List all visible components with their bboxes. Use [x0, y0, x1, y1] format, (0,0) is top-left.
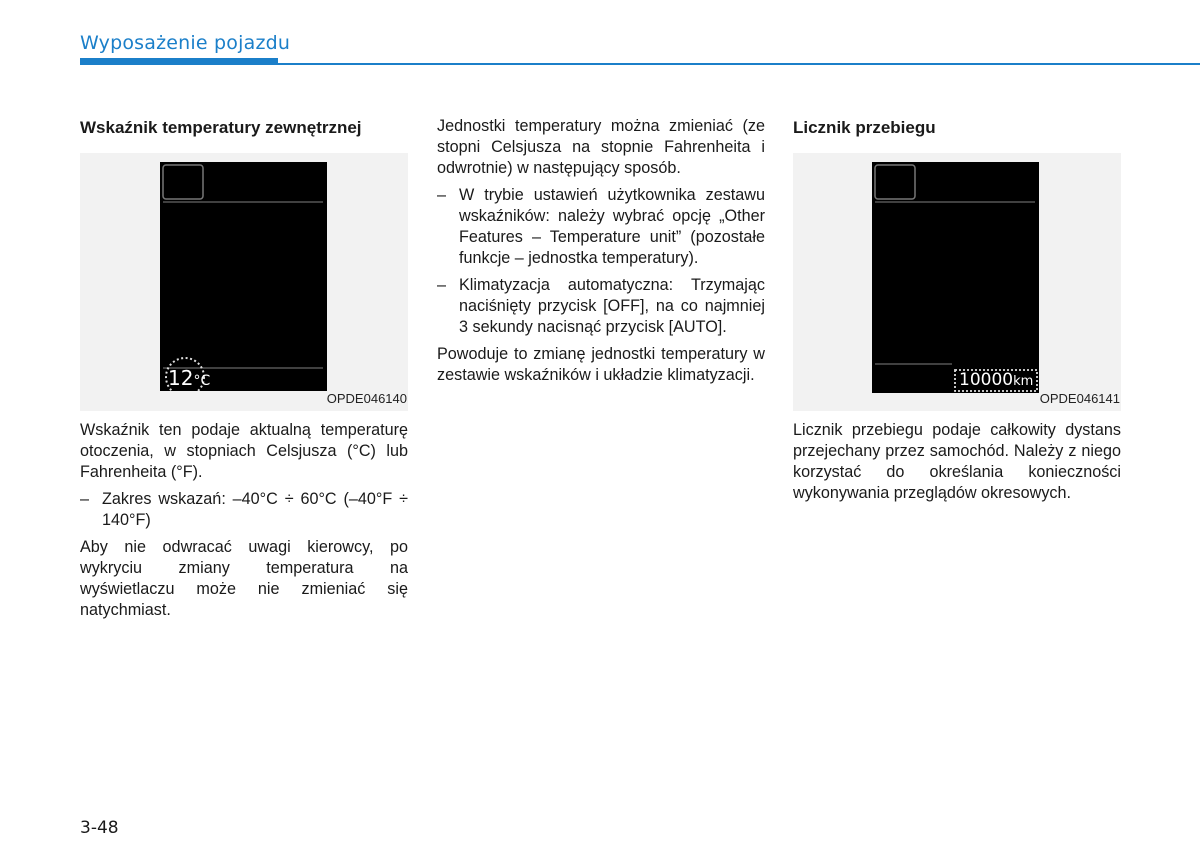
paragraph: Powoduje to zmianę jednostki temperatury w zestawie wskaźników i układzie klimatyzacji.	[437, 345, 765, 384]
odometer-unit: km	[1013, 374, 1034, 389]
list-item: – Klimatyzacja automatyczna: Trzymając naciśnięty przycisk [OFF], na co najmniej 3 sekundy nacisnąć przycisk [AUTO].	[437, 275, 765, 338]
paragraph: Jednostki temperatury można zmieniać (ze stopni Celsjusza na stopnie Fahrenheita i odwrotnie) w następujący sposób.	[437, 117, 765, 177]
column-odometer	[793, 116, 1121, 510]
figure-temperature-display	[80, 153, 408, 411]
column-temperature-units	[437, 116, 765, 392]
paragraph: Licznik przebiegu podaje całkowity dystans przejechany przez samochód. Należy z niego korzystać do określania konieczności wykonywania przeglądów okresowych.	[793, 421, 1121, 502]
section-heading: Licznik przebiegu	[793, 118, 936, 137]
temperature-value: 12	[168, 366, 194, 390]
list-item: – W trybie ustawień użytkownika zestawu wskaźników: należy wybrać opcję „Other Features – Temperature unit” (pozostałe funkcje – jednostka temperatury).	[437, 185, 765, 269]
page-number: 3-48	[80, 818, 119, 838]
figure-code: OPDE046141	[1039, 391, 1120, 406]
odometer-readout	[959, 370, 1033, 392]
paragraph: Wskaźnik ten podaje aktualną temperaturę otoczenia, w stopniach Celsjusza (°C) lub Fahrenheita (°F).	[80, 421, 408, 481]
paragraph: Aby nie odwracać uwagi kierowcy, po wykryciu zmiany temperatura na wyświetlaczu może nie zmieniać się natychmiast.	[80, 538, 408, 619]
column-outside-temperature	[80, 116, 408, 627]
figure-odometer-display	[793, 153, 1121, 411]
temperature-unit: °C	[193, 373, 211, 389]
list-item: – Zakres wskazań: –40°C ÷ 60°C (–40°F ÷ 140°F)	[80, 489, 408, 531]
page-section-title: Wyposażenie pojazdu	[80, 32, 291, 54]
odometer-value: 10000	[959, 370, 1014, 390]
temperature-readout	[168, 368, 210, 392]
cluster-screen	[872, 162, 1039, 393]
cluster-screen	[160, 162, 327, 391]
header-rule	[80, 63, 1200, 65]
figure-code: OPDE046140	[326, 391, 407, 406]
section-heading: Wskaźnik temperatury zewnętrznej	[80, 118, 362, 137]
